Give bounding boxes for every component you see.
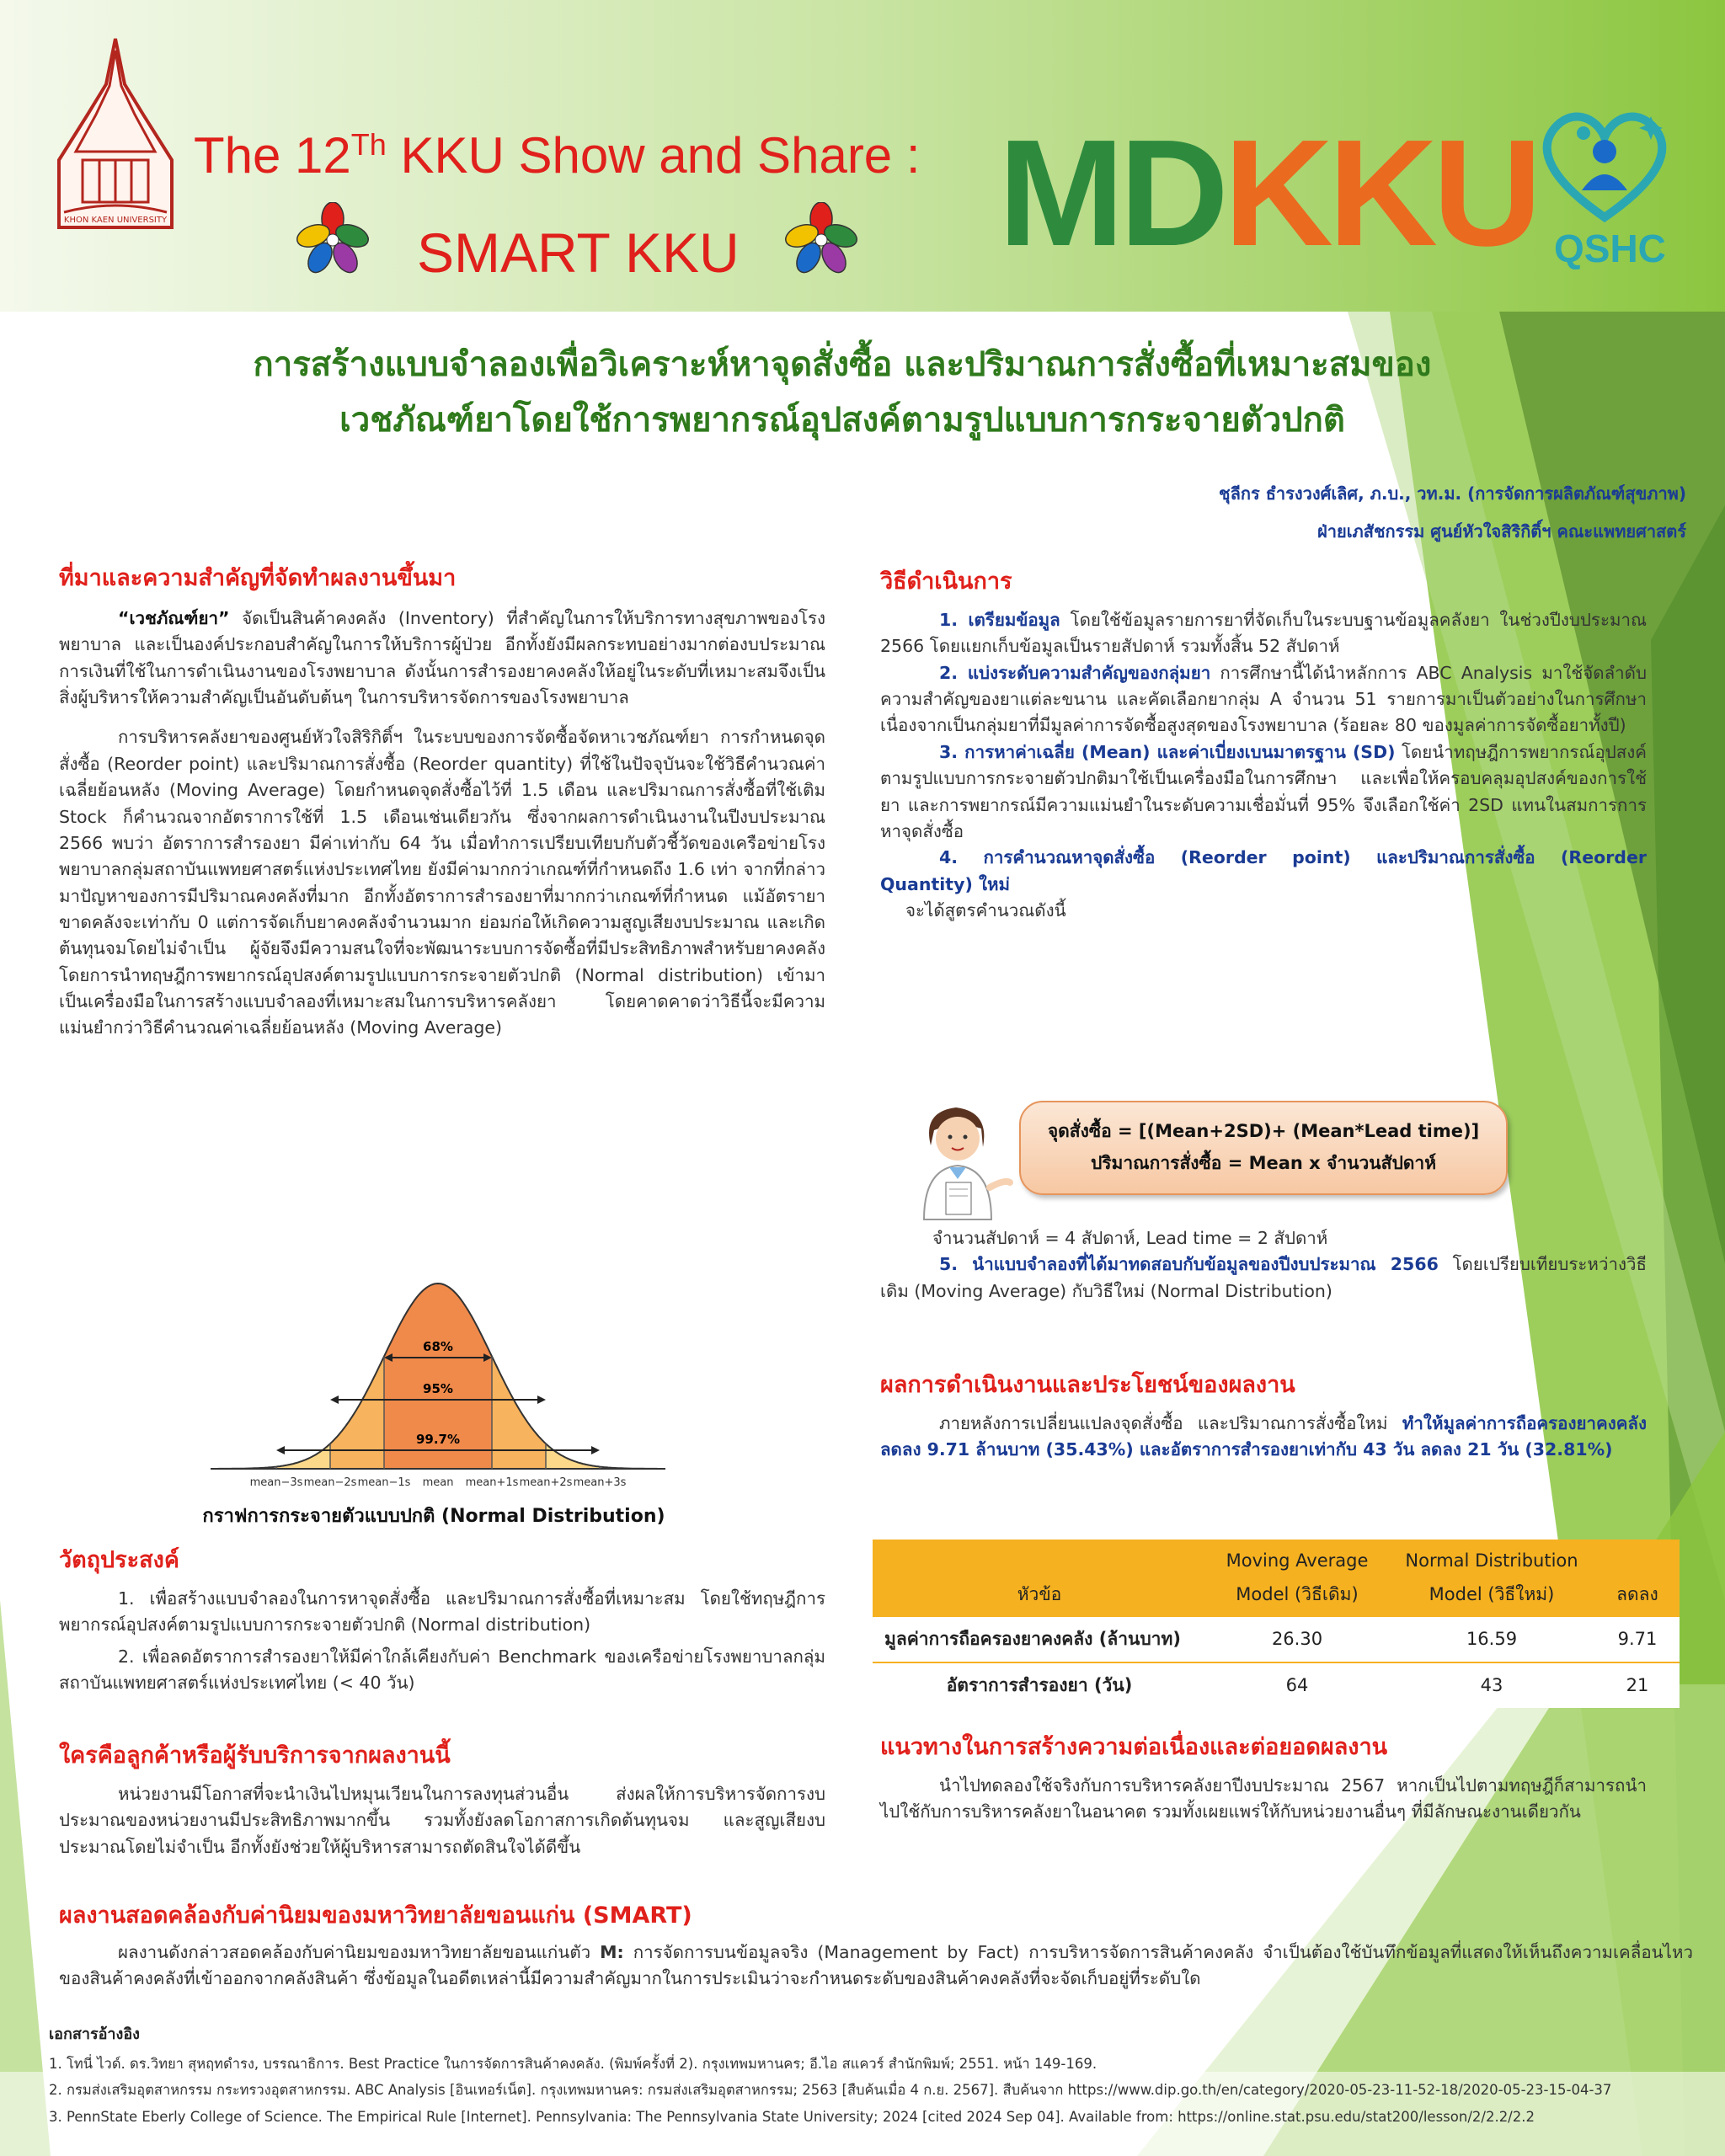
formula-box bbox=[1019, 1101, 1508, 1195]
reference-item: 2. กรมส่งเสริมอุตสาหกรรม กระทรวงอุตสาหกรรม. ABC Analysis [อินเทอร์เน็ต]. กรุงเทพมหานคร: กรมส่งเสริมอุตสาหกรรม; 2563 [สืบค้นเมื่อ 4 ก.ย. 2567]. สืบค้นจาก https://www.dip.go.th/en/category/2020-05-23-11-52-18/2020-05-23-15-04-37 bbox=[49, 2082, 1612, 2099]
methods-section: วิธีดำเนินการ 1. เตรียมข้อมูล โดยใช้ข้อมูลรายการยาที่จัดเก็บในระบบฐานข้อมูลคลังยา ในช่วงปีงบประมาณ 2566 โดยแยกเก็บข้อมูลเป็นรายสัปดาห์ รวมทั้งสิ้น 52 สัปดาห์ 2. แบ่งระดับความสำคัญของกลุ่มยา การศึกษานี้ได้นำหลักการ ABC Analysis มาใช้จัดลำดับความสำคัญของยาแต่ละขนาน และคัดเลือกยากลุ่ม A จำนวน 51 รายการมาเป็นตัวอย่างในการศึกษา เนื่องจากเป็นกลุ่มยาที่มีมูลค่าการจัดซื้อสูงสุดของโรงพยาบาล (ร้อยละ 80 ของมูลค่าการจัดซื้อยาทั้งปี) 3. การหาค่าเฉลี่ย (Mean) และค่าเบี่ยงเบนมาตรฐาน (SD) โดยนำทฤษฎีการพยากรณ์อุปสงค์ตามรูปแบบการกระจายตัวปกติมาใช้เป็นเครื่องมือในการศึกษา และเพื่อให้ครอบคลุมอุปสงค์ของการใช้ยา และการพยากรณ์มีความแม่นยำในระดับความเชื่อมั่นที่ 95% จึงเลือกใช้ค่า 2SD แทนในสมการการหาจุดสั่งซื้อ 4. การคำนวณหาจุดสั่งซื้อ (Reorder point) และปริมาณการสั่งซื้อ (Reorder Quantity) ใหม่ จะได้สูตรคำนวณดังนี้ bbox=[880, 563, 1647, 924]
tick-label: mean−1s bbox=[357, 1476, 411, 1489]
chart-caption: กราฟการกระจายตัวแบบปกติ (Normal Distribution) bbox=[202, 1506, 665, 1527]
section-heading: แนวทางในการสร้างความต่อเนื่องและต่อยอดผลงาน bbox=[880, 1734, 1388, 1760]
methods-section-cont: จำนวนสัปดาห์ = 4 สัปดาห์, Lead time = 2 สัปดาห์ 5. นำแบบจำลองที่ได้มาทดสอบกับข้อมูลของปีงบประมาณ 2566 โดยเปรียบเทียบระหว่างวิธีเดิม (Moving Average) กับวิธีใหม่ (Normal Distribution) bbox=[880, 1225, 1647, 1305]
formula-intro: จะได้สูตรคำนวณดังนี้ bbox=[905, 899, 1066, 921]
references-section bbox=[49, 2021, 1700, 2130]
pct-997-label: 99.7% bbox=[415, 1432, 461, 1447]
pct-95-arrowhead bbox=[537, 1396, 546, 1404]
keyword: “เวชภัณฑ์ยา” bbox=[118, 608, 230, 628]
tick-label: mean+1s bbox=[465, 1476, 519, 1489]
pct-997-arrowhead bbox=[591, 1446, 600, 1454]
results-table bbox=[873, 1540, 1680, 1708]
md-kku-logo: MDKKU bbox=[998, 109, 1537, 278]
authors bbox=[1219, 475, 1686, 551]
pct-68-label: 68% bbox=[423, 1339, 453, 1354]
pct-95-arrowhead bbox=[330, 1396, 339, 1404]
reorder-point-formula: จุดสั่งซื้อ = [(Mean+2SD)+ (Mean*Lead time)] bbox=[1047, 1121, 1480, 1141]
section-heading: ผลการดำเนินงานและประโยชน์ของผลงาน bbox=[880, 1372, 1295, 1398]
tick-label: mean bbox=[422, 1476, 454, 1489]
tick-label: mean−3s bbox=[249, 1476, 303, 1489]
results-table-wrap bbox=[873, 1540, 1680, 1708]
author-name: ชุลีกร ธำรงวงศ์เลิศ, ภ.บ., วท.ม. (การจัดการผลิตภัณฑ์สุขภาพ) bbox=[1219, 483, 1686, 504]
section-heading: วัตถุประสงค์ bbox=[59, 1547, 179, 1573]
formula-params: จำนวนสัปดาห์ = 4 สัปดาห์, Lead time = 2 สัปดาห์ bbox=[932, 1228, 1328, 1248]
section-heading: ใครคือลูกค้าหรือผู้รับบริการจากผลงานนี้ bbox=[59, 1742, 451, 1769]
customers-section bbox=[59, 1737, 825, 1860]
author-affiliation: ฝ่ายเภสัชกรรม ศูนย์หัวใจสิริกิติ์ฯ คณะแพทยศาสตร์ bbox=[1317, 521, 1686, 542]
continuity-text: นำไปทดลองใช้จริงกับการบริหารคลังยาปีงบประมาณ 2567 หากเป็นไปตามทฤษฎีก็สามารถนำไปใช้กับการบริหารคลังยาในอนาคต รวมทั้งเผยแพร่ให้กับหน่วยงานอื่นๆ ที่มีลักษณะงานเดียวกัน bbox=[880, 1775, 1647, 1822]
tick-label: mean+2s bbox=[519, 1476, 573, 1489]
tick-label: mean−2s bbox=[303, 1476, 357, 1489]
title-line-2: เวชภัณฑ์ยาโดยใช้การพยากรณ์อุปสงค์ตามรูปแบบการกระจายตัวปกติ bbox=[339, 401, 1345, 440]
background-paragraph-2: การบริหารคลังยาของศูนย์หัวใจสิริกิติ์ฯ ในระบบของการจัดซื้อจัดหาเวชภัณฑ์ยา การกำหนดจุดสั่งซื้อ (Reorder point) และปริมาณการสั่งซื้อ (Reorder quantity) ที่ใช้ในปัจจุบันจะใช้วิธีคำนวณค่าเฉลี่ยย้อนหลัง (Moving Average) โดยกำหนดจุดสั่งซื้อไว้ที่ 1.5 เดือน และปริมาณการสั่งซื้อที่ใช้เติม Stock ก็คำนวณจากอัตราการใช้ที่ 1.5 เดือนเช่นเดียวกัน ซึ่งจากผลการดำเนินงานในปีงบประมาณ 2566 พบว่า อัตราการสำรองยา มีค่าเท่ากับ 64 วัน เมื่อทำการเปรียบเทียบกับตัวชี้วัดของเครือข่ายโรงพยาบาลกลุ่มสถาบันแพทยศาสตร์แห่งประเทศไทย ยังมีค่ามากกว่าเกณฑ์ที่กำหนดถึง 1.6 เท่า จากที่กล่าวมาปัญหาของการมีปริมาณคงคลังที่มาก อีกทั้งอัตราการสำรองยาที่มากกว่าเกณฑ์ที่กำหนด แม้อัตรายาขาดคลังจะเท่ากับ 0 แต่การจัดเก็บยาคงคลังจำนวนมาก ย่อมก่อให้เกิดความสูญเสียงบประมาณ และเกิดต้นทุนจมโดยไม่จำเป็น ผู้จัยจึงมีความสนใจที่จะพัฒนาระบบการจัดซื้อที่มีประสิทธิภาพสำหรับยาคงคลัง โดยการนำทฤษฎีการพยากรณ์อุปสงค์ตามรูปแบบการกระจายตัวปกติ (Normal distribution) เข้ามาเป็นเครื่องมือในการสร้างแบบจำลองที่เหมาะสมในการบริหารคลังยา โดยคาดคาดว่าวิธีนี้จะมีความแม่นยำกว่าวิธีคำนวณค่าเฉลี่ยย้อนหลัง (Moving Average) bbox=[59, 727, 825, 1038]
qshc-label: QSHC bbox=[1554, 227, 1666, 270]
tick-label: mean+3s bbox=[573, 1476, 627, 1489]
customers-text: หน่วยงานมีโอกาสที่จะนำเงินไปหมุนเวียนในการลงทุนส่วนอื่น ส่งผลให้การบริหารจัดการงบประมาณของหน่วยงานมีประสิทธิภาพมากขึ้น รวมทั้งยังลดโอกาสการเกิดต้นทุนจม และสูญเสียงบประมาณโดยไม่จำเป็น อีกทั้งยังช่วยให้ผู้บริหารสามารถตัดสินใจได้ดีขึ้น bbox=[59, 1784, 825, 1857]
smart-flower-icon-right bbox=[783, 202, 859, 278]
table-row: มูลค่าการถือครองยาคงคลัง (ล้านบาท) 26.30 16.59 9.71 bbox=[873, 1617, 1680, 1662]
col-header-decrease: ลดลง bbox=[1595, 1540, 1680, 1617]
objective-item: 1. เพื่อสร้างแบบจำลองในการหาจุดสั่งซื้อ และปริมาณการสั่งซื้อที่เหมาะสม โดยใช้ทฤษฎีการพยากรณ์อุปสงค์ตามรูปแบบการกระจายตัวปกติ (Normal distribution) bbox=[59, 1588, 825, 1636]
normal-distribution-chart bbox=[202, 1273, 674, 1509]
poster-title bbox=[118, 337, 1567, 448]
seal-text: KHON KAEN UNIVERSITY bbox=[63, 216, 168, 225]
section-heading: วิธีดำเนินการ bbox=[880, 568, 1012, 595]
reference-item: 1. โทนี่ ไวด์. ดร.วิทยา สุหฤทดำรง, บรรณาธิการ. Best Practice ในการจัดการสินค้าคงคลัง. (พิมพ์ครั้งที่ 2). กรุงเทพมหานคร; อี.ไอ สแควร์ สำนักพิมพ์; 2551. หน้า 149-169. bbox=[49, 2056, 1097, 2072]
smart-flower-icon-left bbox=[295, 202, 371, 278]
kku-seal-logo bbox=[52, 34, 179, 244]
smart-values-section: ผลงานสอดคล้องกับค่านิยมของมหาวิทยาลัยขอนแก่น (SMART) ผลงานดังกล่าวสอดคล้องกับค่านิยมของมหาวิทยาลัยขอนแก่นตัว M: การจัดการบนข้อมูลจริง (Management by Fact) การบริหารจัดการสินค้าคงคลัง จำเป็นต้องใช้บันทึกข้อมูลที่แสดงให้เห็นถึงความเคลื่อนไหวของสินค้าคงคลังที่เข้าออกจากคลังสินค้า ซึ่งข้อมูลในอดีตเหล่านี้มีความสำคัญมากในการประเมินว่าจะกำหนดระดับของสินค้าคงคลังที่จะจัดเก็บอยู่ที่ระดับใด bbox=[59, 1897, 1693, 1993]
references-heading: เอกสารอ้างอิง bbox=[49, 2025, 140, 2043]
results-section: ผลการดำเนินงานและประโยชน์ของผลงาน ภายหลังการเปลี่ยนแปลงจุดสั่งซื้อ และปริมาณการสั่งซื้อใหม่ ทำให้มูลค่าการถือครองยาคงคลังลดลง 9.71 ล้านบาท (35.43%) และอัตราการสำรองยาเท่ากับ 43 วัน ลดลง 21 วัน (32.81%) bbox=[880, 1366, 1647, 1464]
section-heading: ผลงานสอดคล้องกับค่านิยมของมหาวิทยาลัยขอนแก่น (SMART) bbox=[59, 1903, 692, 1929]
objective-item: 2. เพื่อลดอัตราการสำรองยาให้มีค่าใกล้เคียงกับค่า Benchmark ของเครือข่ายโรงพยาบาลกลุ่มสถาบันแพทยศาสตร์แห่งประเทศไทย (< 40 วัน) bbox=[59, 1646, 825, 1694]
col-header-nd: Normal Distribution Model (วิธีใหม่) bbox=[1388, 1540, 1595, 1617]
col-header-topic: หัวข้อ bbox=[873, 1540, 1206, 1617]
objectives-section bbox=[59, 1541, 825, 1696]
qshc-heart-logo bbox=[1533, 99, 1676, 226]
event-title: The 12Th KKU Show and Share : bbox=[194, 127, 921, 184]
background-section: ที่มาและความสำคัญที่จัดทำผลงานขึ้นมา “เวชภัณฑ์ยา” จัดเป็นสินค้าคงคลัง (Inventory) ที่สำคัญในการให้บริการทางสุขภาพของโรงพยาบาล และเป็นองค์ประกอบสำคัญในการให้บริการผู้ป่วย อีกทั้งยังมีผลกระทบอย่างมากต่องบประมาณการเงินที่ใช้ในการดำเนินงานของโรงพยาบาล ดังนั้นการสำรองยาคงคลังให้อยู่ในระดับที่เหมาะสมจึงเป็นสิ่งผู้บริหารให้ความสำคัญเป็นอันดับต้นๆ ในการบริหารจัดการของโรงพยาบาล การบริหารคลังยาของศูนย์หัวใจสิริกิติ์ฯ ในระบบของการจัดซื้อจัดหาเวชภัณฑ์ยา การกำหนดจุดสั่งซื้อ (Reorder point) และปริมาณการสั่งซื้อ (Reorder quantity) ที่ใช้ในปัจจุบันจะใช้วิธีคำนวณค่าเฉลี่ยย้อนหลัง (Moving Average) โดยกำหนดจุดสั่งซื้อไว้ที่ 1.5 เดือน และปริมาณการสั่งซื้อที่ใช้เติม Stock ก็คำนวณจากอัตราการใช้ที่ 1.5 เดือนเช่นเดียวกัน ซึ่งจากผลการดำเนินงานในปีงบประมาณ 2566 พบว่า อัตราการสำรองยา มีค่าเท่ากับ 64 วัน เมื่อทำการเปรียบเทียบกับตัวชี้วัดของเครือข่ายโรงพยาบาลกลุ่มสถาบันแพทยศาสตร์แห่งประเทศไทย ยังมีค่ามากกว่าเกณฑ์ที่กำหนดถึง 1.6 เท่า จากที่กล่าวมาปัญหาของการมีปริมาณคงคลังที่มาก อีกทั้งอัตราการสำรองยาที่มากกว่าเกณฑ์ที่กำหนด แม้อัตรายาขาดคลังจะเท่ากับ 0 แต่การจัดเก็บยาคงคลังจำนวนมาก ย่อมก่อให้เกิดความสูญเสียงบประมาณ และเกิดต้นทุนจมโดยไม่จำเป็น ผู้จัยจึงมีความสนใจที่จะพัฒนาระบบการจัดซื้อที่มีประสิทธิภาพสำหรับยาคงคลัง โดยการนำทฤษฎีการพยากรณ์อุปสงค์ตามรูปแบบการกระจายตัวปกติ (Normal distribution) เข้ามาเป็นเครื่องมือในการสร้างแบบจำลองที่เหมาะสมในการบริหารคลังยา โดยคาดคาดว่าวิธีนี้จะมีความแม่นยำกว่าวิธีคำนวณค่าเฉลี่ยย้อนหลัง (Moving Average) bbox=[59, 559, 825, 1042]
reference-item: 3. PennState Eberly College of Science. The Empirical Rule [Internet]. Pennsylvania: The Pennsylvania State University; 2024 [cited 2024 Sep 04]. Available from: https://online.stat.psu.edu/stat200/lesson/2/2.2/2.2 bbox=[49, 2108, 1535, 2125]
pct-95-label: 95% bbox=[423, 1381, 453, 1396]
section-heading: ที่มาและความสำคัญที่จัดทำผลงานขึ้นมา bbox=[59, 565, 457, 591]
table-row: อัตราการสำรองยา (วัน) 64 43 21 bbox=[873, 1662, 1680, 1708]
col-header-ma: Moving Average Model (วิธีเดิม) bbox=[1206, 1540, 1388, 1617]
pharmacist-illustration bbox=[905, 1095, 1015, 1221]
smart-title: SMART KKU bbox=[417, 221, 740, 284]
pct-997-arrowhead bbox=[276, 1446, 285, 1454]
order-quantity-formula: ปริมาณการสั่งซื้อ = Mean x จำนวนสัปดาห์ bbox=[1090, 1152, 1437, 1173]
continuity-section bbox=[880, 1728, 1647, 1826]
title-line-1: การสร้างแบบจำลองเพื่อวิเคราะห์หาจุดสั่งซื้อ และปริมาณการสั่งซื้อที่เหมาะสมของ bbox=[253, 345, 1432, 384]
